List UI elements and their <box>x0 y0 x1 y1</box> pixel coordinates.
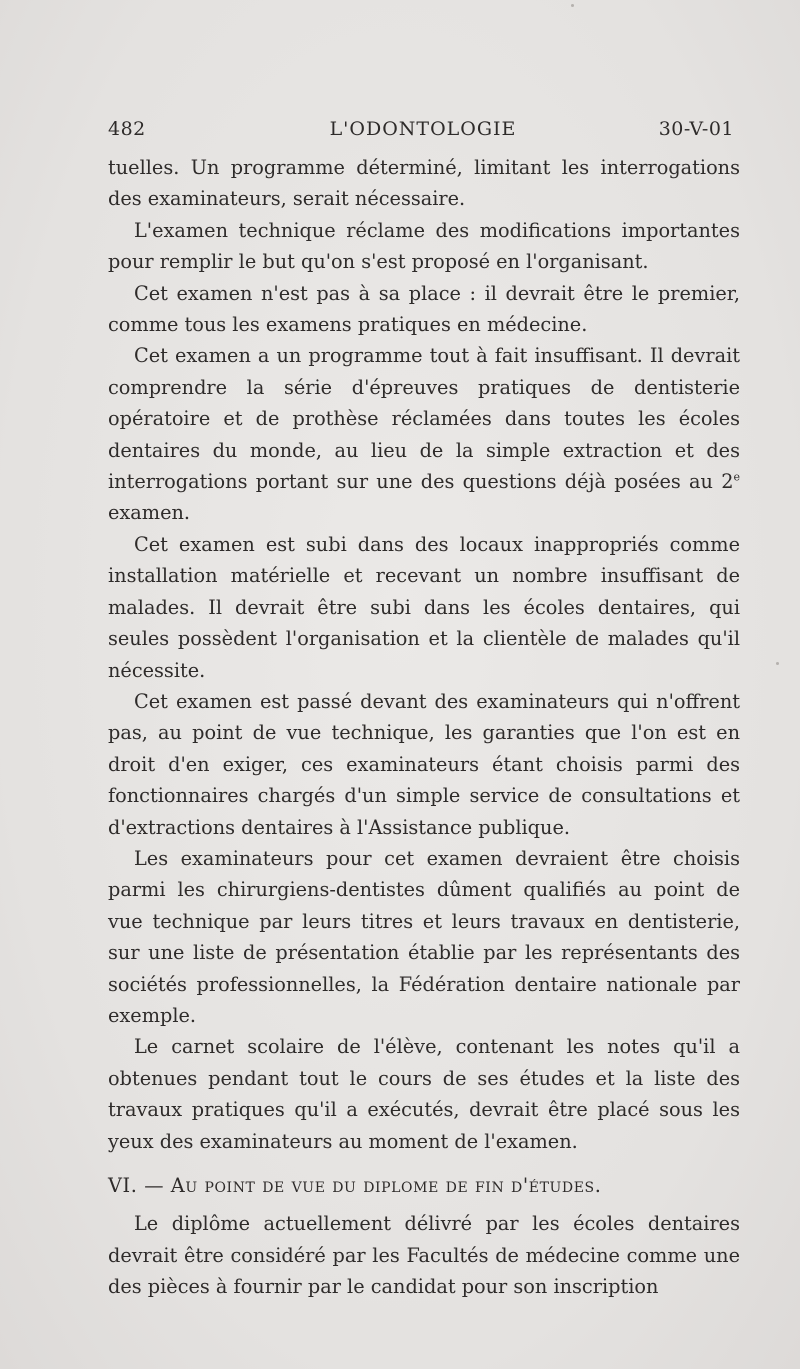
running-header <box>108 118 738 144</box>
page-number: 482 <box>108 118 146 140</box>
journal-title: L'ODONTOLOGIE <box>329 118 517 140</box>
paragraph-8: Le carnet scolaire de l'élève, contenant les notes qu'il a obtenues pendant tout le cours de ses études et la liste des travaux pratiques qu'il a exécutés, devrait être placé sous les yeux des examinateurs au moment de l'examen. <box>108 1035 740 1153</box>
paragraph-6: Cet examen est passé devant des examinateurs qui n'offrent pas, au point de vue technique, les garanties que l'on est en droit d'en exiger, ces examinateurs étant choisis parmi des fonctionnaires chargés d'un simple service de consultations et d'extractions dentaires à l'Assistance publique. <box>108 689 740 839</box>
paragraph-2: L'examen technique réclame des modifications importantes pour remplir le but qu'on s'est proposé en l'organisant. <box>108 218 740 274</box>
paragraph-7: Les examinateurs pour cet examen devraient être choisis parmi les chirurgiens-dentistes dûment qualifiés au point de vue technique par leurs titres et leurs travaux en dentisterie, sur une liste de présentation établie par les représentants des sociétés professionnelles, la Fédération dentaire nationale par exemple. <box>108 846 740 1027</box>
ordinal-suffix: e <box>733 470 740 484</box>
paragraph-4 <box>108 340 740 528</box>
paper-speck <box>776 662 779 665</box>
paragraph-5: Cet examen est subi dans des locaux inappropriés comme installation matérielle et recevant un nombre insuffisant de malades. Il devrait être subi dans les écoles dentaires, qui seules possèdent l'organisation et la clientèle de malades qu'il nécessite. <box>108 532 740 682</box>
paragraph-1: tuelles. Un programme déterminé, limitant les interrogations des examinateurs, serait nécessaire. <box>108 156 740 211</box>
exam-ordinal: 2 <box>721 470 734 494</box>
paragraph-9: Le diplôme actuellement délivré par les écoles dentaires devrait être considéré par les Facultés de médecine comme une des pièces à fournir par le candidat pour son inscription <box>108 1212 740 1299</box>
article-body <box>108 152 740 1303</box>
paper-speck <box>571 4 574 7</box>
paragraph-3: Cet examen n'est pas à sa place : il devrait être le premier, comme tous les examens pratiques en médecine. <box>108 281 740 337</box>
paragraph-4-end: examen. <box>108 501 191 525</box>
issue-date: 30-V-01 <box>658 118 734 140</box>
paragraph-4-text: Cet examen a un programme tout à fait insuffisant. Il devrait comprendre la série d'épreuves pratiques de dentisterie opératoire et de prothèse réclamées dans toutes les écoles dentaires du monde, au lieu de la simple extraction et des interrogations portant sur une des questions déjà posées au <box>108 344 740 494</box>
section-heading: VI. — Au point de vue du diplome de fin d'études. <box>108 1174 602 1197</box>
